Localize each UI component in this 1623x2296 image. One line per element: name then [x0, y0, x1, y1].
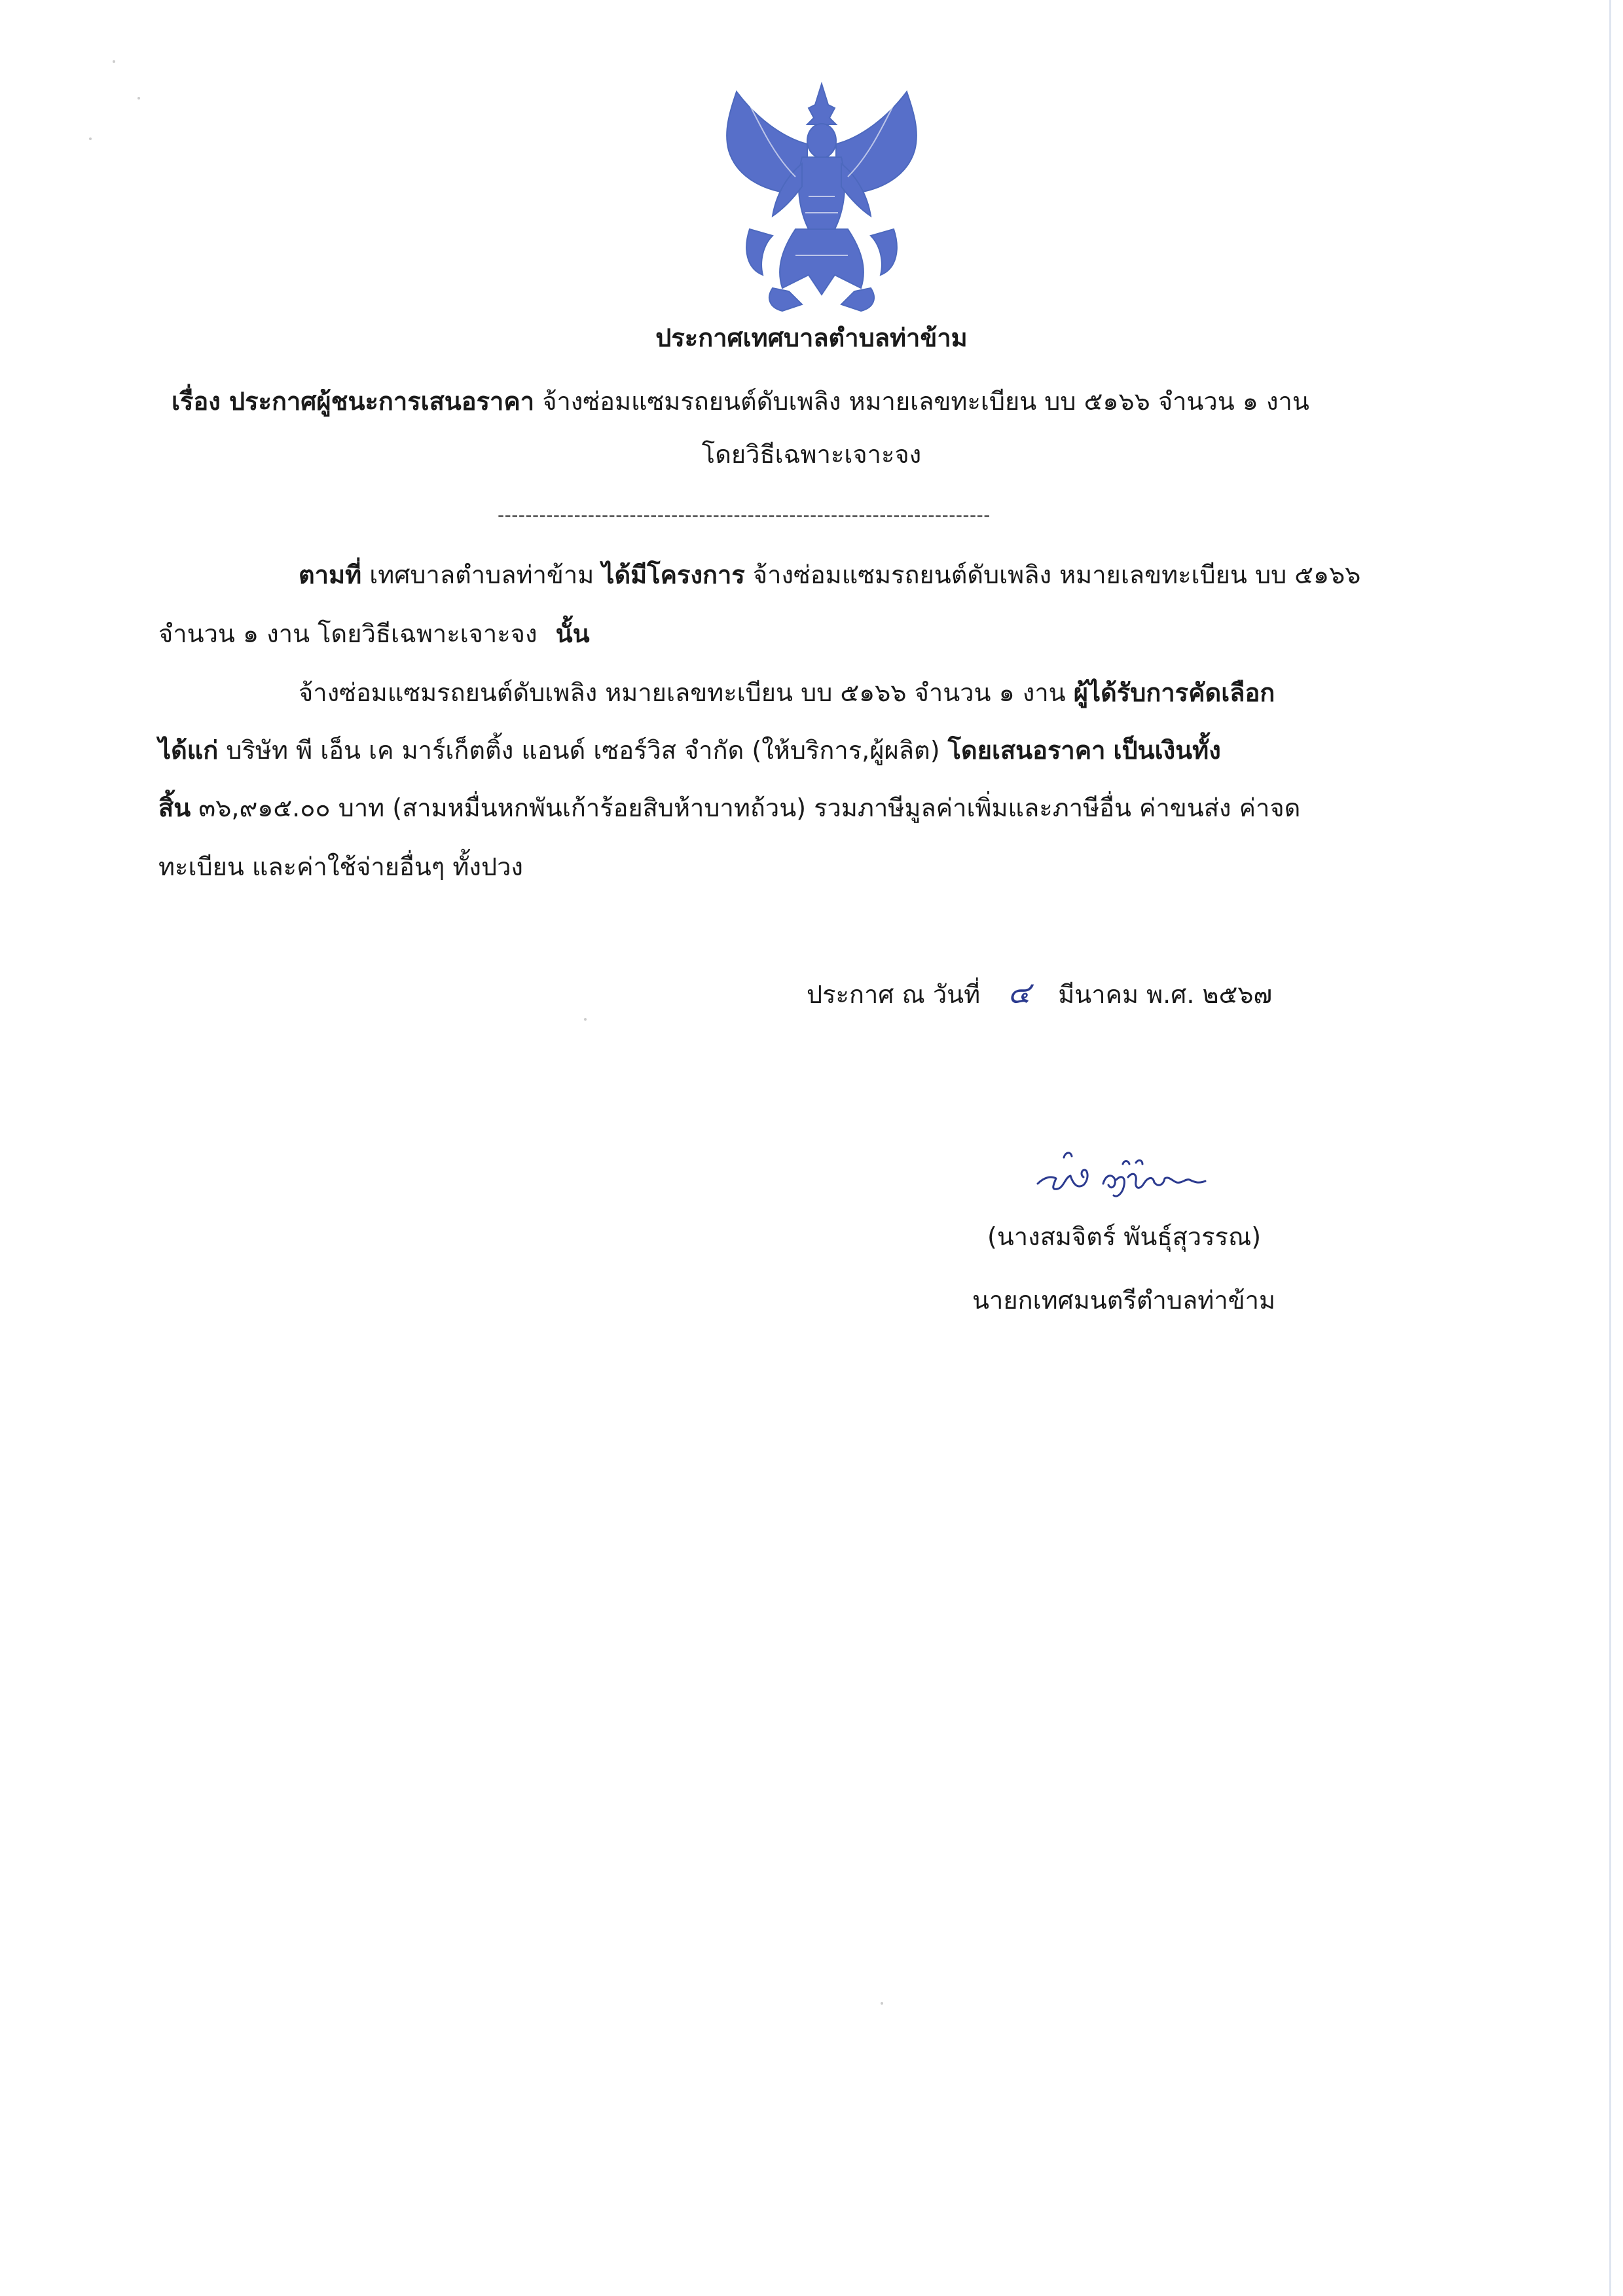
date-month-year: มีนาคม พ.ศ. ๒๕๖๗	[1058, 980, 1273, 1009]
signatory-title: นายกเทศมนตรีตำบลท่าข้าม	[972, 1286, 1276, 1315]
procurement-method: โดยวิธีเฉพาะเจาะจง	[701, 440, 922, 469]
para2-label-offer: โดยเสนอราคา	[947, 736, 1106, 765]
para1-project: จ้างซ่อมแซมรถยนต์ดับเพลิง หมายเลขทะเบียน บบ ๕๑๖๖	[752, 560, 1361, 589]
scan-speck	[584, 1018, 587, 1021]
signatory-name: (นางสมจิตร์ พันธุ์สุวรรณ)	[987, 1222, 1262, 1251]
divider-line: -----------------------------------------------------------------------	[498, 504, 991, 526]
handwritten-signature-icon	[1025, 1138, 1247, 1210]
para2-line2	[158, 736, 1221, 766]
para2-registration-costs: ทะเบียน และค่าใช้จ่ายอื่นๆ ทั้งปวง	[158, 852, 523, 881]
para2-project: จ้างซ่อมแซมรถยนต์ดับเพลิง หมายเลขทะเบียน บบ ๕๑๖๖ จำนวน ๑ งาน	[299, 678, 1066, 707]
scan-speck	[89, 137, 92, 140]
para1-line1	[299, 560, 1360, 591]
announcement-title: ประกาศเทศบาลตำบลท่าข้าม	[655, 323, 968, 352]
para2-line4	[158, 852, 523, 883]
announcement-date	[807, 969, 1272, 1017]
scan-speck	[881, 2002, 883, 2005]
garuda-emblem-icon	[710, 79, 933, 318]
subject-label: เรื่อง ประกาศผู้ชนะการเสนอราคา	[172, 387, 535, 416]
date-prefix: ประกาศ ณ วันที่	[807, 980, 981, 1009]
para2-line1	[299, 678, 1275, 708]
scan-speck	[137, 97, 140, 100]
para1-label-project: ได้มีโครงการ	[602, 560, 745, 589]
para1-agency: เทศบาลตำบลท่าข้าม	[369, 560, 594, 589]
para2-label-selected: ผู้ได้รับการคัดเลือก	[1073, 678, 1275, 707]
subject-text: จ้างซ่อมแซมรถยนต์ดับเพลิง หมายเลขทะเบียน บบ ๕๑๖๖ จำนวน ๑ งาน	[542, 387, 1309, 416]
para1-quantity-method: จำนวน ๑ งาน โดยวิธีเฉพาะเจาะจง	[158, 619, 538, 648]
date-day: ๔	[1008, 975, 1031, 1010]
para1-end: นั้น	[555, 619, 590, 648]
para2-price: ๓๖,๙๑๕.๐๐ บาท (สามหมื่นหกพันเก้าร้อยสิบห้าบาทถ้วน) รวมภาษีมูลค่าเพิ่มและภาษีอื่น ค่าขนส่ง ค่าจด	[198, 793, 1301, 822]
para2-label-amount: เป็นเงินทั้ง	[1113, 736, 1221, 765]
para2-company: บริษัท พี เอ็น เค มาร์เก็ตติ้ง แอนด์ เซอร์วิส จำกัด (ให้บริการ,ผู้ผลิต)	[226, 736, 940, 765]
para1-line2	[158, 619, 590, 649]
para2-label-total: สิ้น	[158, 793, 191, 822]
para2-label-winner: ได้แก่	[158, 736, 219, 765]
para2-line3	[158, 793, 1300, 824]
scan-speck	[113, 60, 115, 63]
subject-line	[172, 381, 1309, 421]
para1-label-whereas: ตามที่	[299, 560, 362, 589]
